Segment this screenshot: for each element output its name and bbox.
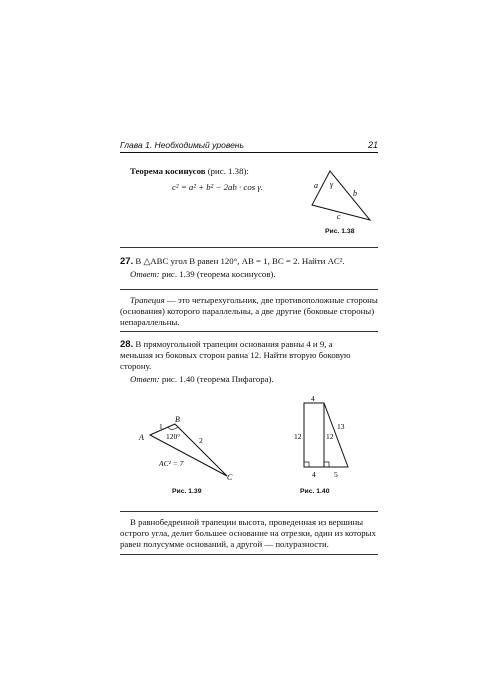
separator-4 — [120, 511, 378, 512]
right-angle-mark-left — [304, 462, 309, 467]
problem-28 — [120, 339, 378, 372]
problem-28-answer — [130, 374, 274, 385]
problem-27-number: 27. — [120, 256, 134, 267]
problem-28-number: 28. — [120, 339, 134, 350]
separator-5 — [120, 554, 378, 555]
caption-fig-1-38: Рис. 1.38 — [325, 228, 355, 235]
chapter-title: Глава 1. Необходимый уровень — [120, 140, 244, 150]
label-bottom-right: 5 — [334, 470, 338, 479]
note-line-3: равен полусумме оснований, а другой — полуразности. — [120, 539, 329, 549]
header-rule — [120, 152, 378, 153]
separator-2 — [120, 289, 378, 290]
label-vertex-b: B — [175, 415, 180, 424]
cosine-theorem-ref: (рис. 1.38): — [207, 166, 249, 176]
answer-text: рис. 1.40 (теорема Пифагора). — [161, 374, 274, 384]
label-left-side: 12 — [294, 432, 302, 441]
caption-fig-1-39: Рис. 1.39 — [172, 488, 202, 495]
separator-1 — [120, 247, 378, 248]
separator-3 — [120, 331, 378, 332]
answer-label: Ответ: — [130, 269, 160, 279]
label-side-bc: 2 — [199, 436, 203, 445]
definition-term: Трапеция — [130, 295, 165, 305]
label-side-ab: 1 — [159, 422, 163, 431]
answer-text: рис. 1.39 (теорема косинусов). — [161, 269, 276, 279]
problem-28-line-3: сторону. — [120, 361, 152, 371]
label-top-base: 4 — [311, 394, 315, 403]
problem-28-text-1: В прямоугольной трапеции основания равны 4 и 9, а — [135, 339, 333, 349]
label-vertex-c: C — [227, 473, 233, 482]
problem-28-line-1 — [120, 339, 378, 350]
label-result: AC² = 7 — [159, 459, 184, 468]
definition-text-1: — это четырехугольник, две противоположные стороны — [166, 295, 378, 305]
answer-label: Ответ: — [130, 374, 160, 384]
figure-1-38 — [300, 163, 380, 225]
label-a: a — [314, 181, 318, 190]
figure-1-39 — [135, 410, 245, 485]
note-line-2: острого угла, делит большее основание на отрезки, один из которых — [120, 528, 376, 538]
triangle-abc — [312, 171, 370, 220]
label-angle: 120° — [166, 432, 181, 441]
label-gamma: γ — [330, 180, 334, 189]
label-vertex-a: A — [139, 433, 144, 442]
right-angle-mark-middle — [324, 462, 329, 467]
definition-line-3: непараллельны. — [120, 317, 180, 327]
cosine-theorem-heading — [130, 166, 249, 177]
page-number: 21 — [367, 140, 378, 150]
definition-line-2: (основания) которого параллельны, а две другие (боковые стороны) — [120, 306, 375, 316]
label-height: 12 — [326, 432, 334, 441]
angle-arc — [168, 427, 178, 430]
caption-fig-1-40: Рис. 1.40 — [300, 488, 330, 495]
label-bottom-left: 4 — [312, 470, 316, 479]
cosine-theorem-title: Теорема косинусов — [130, 166, 206, 176]
problem-27 — [120, 256, 378, 267]
label-c: c — [337, 212, 341, 221]
isosceles-note — [120, 517, 378, 550]
cosine-formula: c² = a² + b² − 2ab · cos γ. — [172, 182, 264, 192]
figure-1-40 — [290, 394, 360, 484]
definition-line-1 — [120, 295, 378, 306]
label-slant-side: 13 — [337, 422, 345, 431]
trapezoid-definition — [120, 295, 378, 328]
problem-27-statement: В △ABC угол B равен 120°, AB = 1, BC = 2. Найти AC². — [135, 256, 345, 266]
label-b: b — [353, 189, 357, 198]
problem-28-line-2: меньшая из боковых сторон равна 12. Найти вторую боковую — [120, 350, 351, 360]
note-line-1: В равнобедренной трапеции высота, проведенная из вершины — [130, 517, 364, 527]
problem-27-answer — [130, 269, 276, 280]
triangle-abc — [150, 424, 227, 476]
